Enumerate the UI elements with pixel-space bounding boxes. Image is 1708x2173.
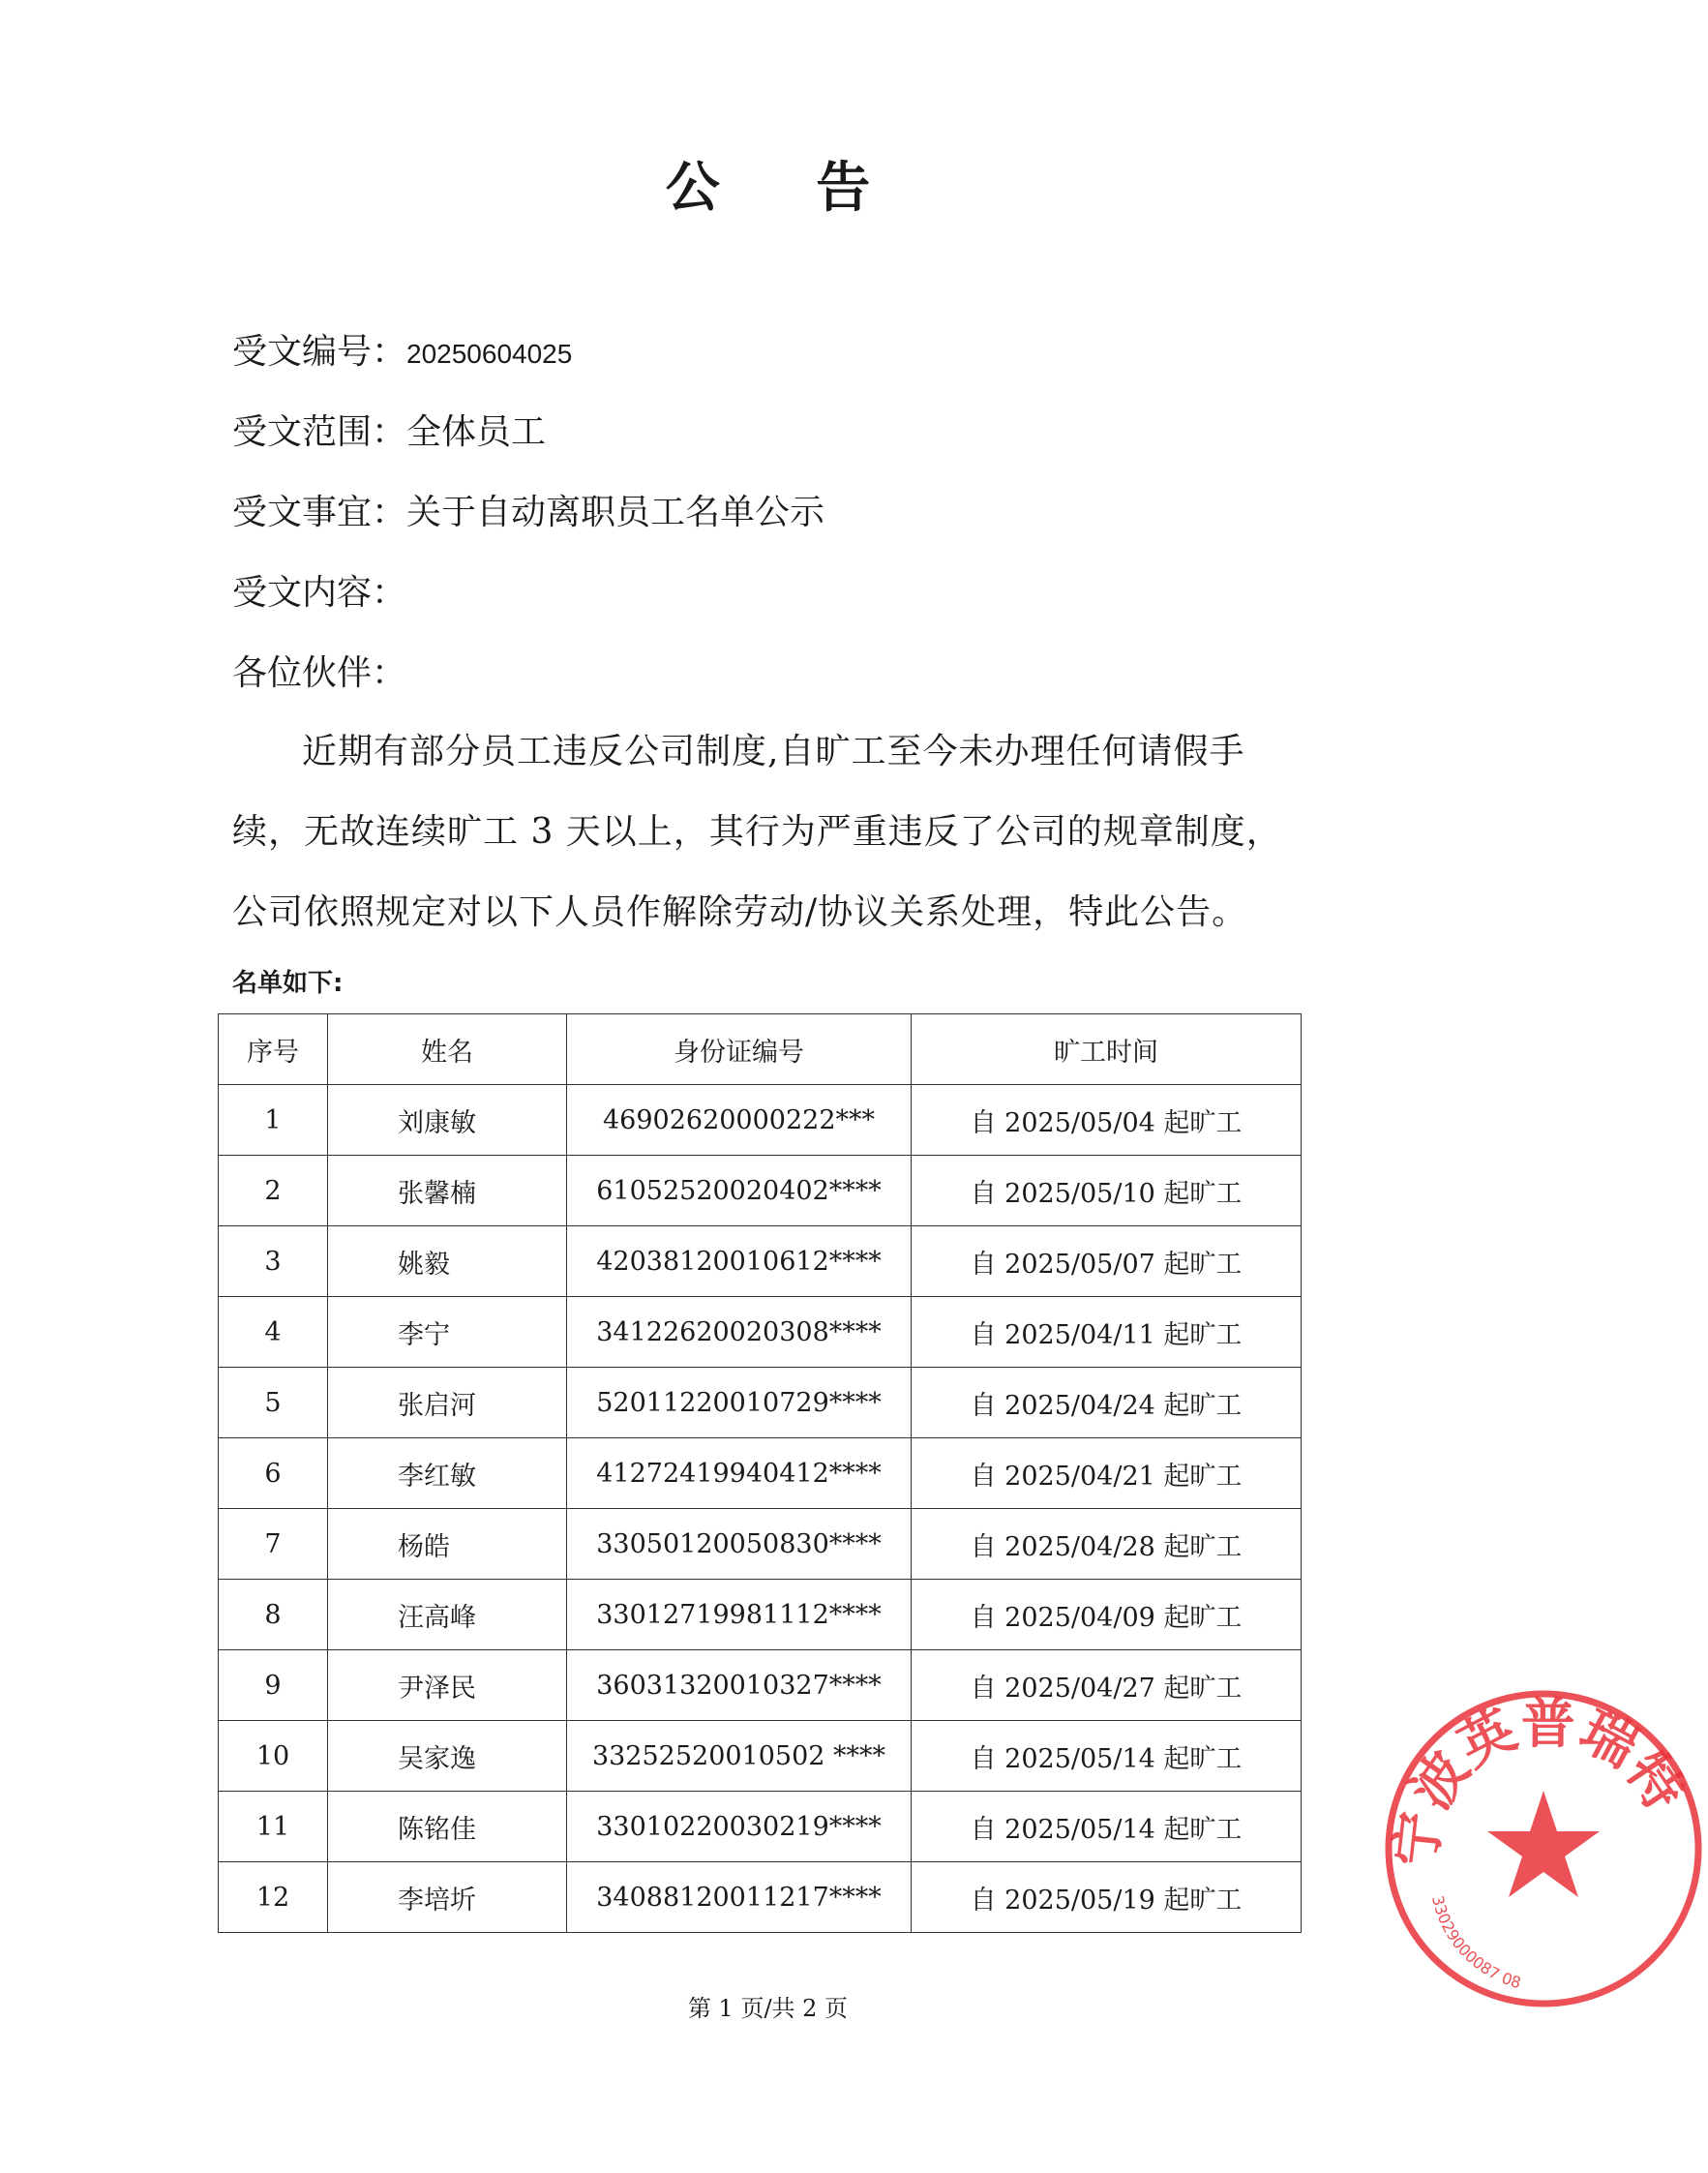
absence-date-cell: 自 2025/04/28 起旷工 bbox=[912, 1509, 1302, 1580]
absence-date-cell: 自 2025/04/27 起旷工 bbox=[912, 1650, 1302, 1721]
absence-date-cell: 自 2025/05/14 起旷工 bbox=[912, 1792, 1302, 1862]
doc-number-value: 20250604025 bbox=[406, 339, 573, 369]
employee-name-cell: 刘康敏 bbox=[328, 1085, 567, 1156]
table-body bbox=[219, 1085, 1302, 1933]
id-number-cell: 33012719981112**** bbox=[567, 1580, 912, 1650]
employee-name-cell: 李宁 bbox=[328, 1297, 567, 1368]
page-footer: 第 1 页/共 2 页 bbox=[687, 1995, 849, 2022]
absence-date-cell: 自 2025/04/24 起旷工 bbox=[912, 1368, 1302, 1438]
id-number-cell: 42038120010612**** bbox=[567, 1226, 912, 1297]
table-header-row bbox=[219, 1014, 1302, 1085]
table-row bbox=[219, 1085, 1302, 1156]
page-title: 公 告 bbox=[665, 157, 910, 220]
absence-date-cell: 自 2025/04/21 起旷工 bbox=[912, 1438, 1302, 1509]
svg-text:33029000087 08 bbox=[1428, 1894, 1523, 1993]
row-index-cell: 4 bbox=[219, 1297, 328, 1368]
seal-name-text: 宁波英普瑞特 bbox=[1383, 1691, 1697, 1870]
id-number-cell: 52011220010729**** bbox=[567, 1368, 912, 1438]
employee-name-cell: 李红敏 bbox=[328, 1438, 567, 1509]
absence-date-cell: 自 2025/05/04 起旷工 bbox=[912, 1085, 1302, 1156]
table-row bbox=[219, 1156, 1302, 1226]
row-index-cell: 5 bbox=[219, 1368, 328, 1438]
doc-subject-line bbox=[232, 485, 824, 534]
row-index-cell: 2 bbox=[219, 1156, 328, 1226]
doc-scope-label: 受文范围： bbox=[232, 412, 407, 452]
body-paragraph: 近期有部分员工违反公司制度,自旷工至今未办理任何请假手续，无故连续旷工 3 天以上，其行为严重违反了公司的规章制度，公司依照规定对以下人员作解除劳动/协议关系处理，特此公告。 bbox=[232, 732, 1282, 932]
header-id-number: 身份证编号 bbox=[567, 1014, 912, 1085]
row-index-cell: 8 bbox=[219, 1580, 328, 1650]
seal-number-text: 33029000087 08 bbox=[1427, 1893, 1523, 1993]
table-row bbox=[219, 1438, 1302, 1509]
seal-star-icon bbox=[1487, 1791, 1600, 1897]
row-index-cell: 1 bbox=[219, 1085, 328, 1156]
greeting: 各位伙伴： bbox=[232, 653, 407, 693]
employee-name-cell: 李培圻 bbox=[328, 1862, 567, 1933]
doc-number-line bbox=[232, 324, 572, 374]
id-number-cell: 34088120011217**** bbox=[567, 1862, 912, 1933]
table-row bbox=[219, 1368, 1302, 1438]
absence-date-cell: 自 2025/05/14 起旷工 bbox=[912, 1721, 1302, 1792]
table-row bbox=[219, 1650, 1302, 1721]
id-number-cell: 33252520010502 **** bbox=[567, 1721, 912, 1792]
id-number-cell: 33010220030219**** bbox=[567, 1792, 912, 1862]
id-number-cell: 46902620000222*** bbox=[567, 1085, 912, 1156]
id-number-cell: 41272419940412**** bbox=[567, 1438, 912, 1509]
doc-subject-label: 受文事宜： bbox=[232, 493, 407, 532]
absence-date-cell: 自 2025/04/09 起旷工 bbox=[912, 1580, 1302, 1650]
employee-name-cell: 杨皓 bbox=[328, 1509, 567, 1580]
employee-name-cell: 吴家逸 bbox=[328, 1721, 567, 1792]
id-number-cell: 33050120050830**** bbox=[567, 1509, 912, 1580]
employee-name-cell: 张启河 bbox=[328, 1368, 567, 1438]
doc-content-label: 受文内容： bbox=[232, 573, 407, 613]
id-number-cell: 34122620020308**** bbox=[567, 1297, 912, 1368]
row-index-cell: 3 bbox=[219, 1226, 328, 1297]
employee-name-cell: 汪高峰 bbox=[328, 1580, 567, 1650]
id-number-cell: 36031320010327**** bbox=[567, 1650, 912, 1721]
table-row bbox=[219, 1580, 1302, 1650]
employee-name-cell: 张馨楠 bbox=[328, 1156, 567, 1226]
absence-date-cell: 自 2025/05/07 起旷工 bbox=[912, 1226, 1302, 1297]
header-absence-date: 旷工时间 bbox=[912, 1014, 1302, 1085]
doc-subject-value: 关于自动离职员工名单公示 bbox=[406, 493, 825, 532]
table-row bbox=[219, 1721, 1302, 1792]
row-index-cell: 12 bbox=[219, 1862, 328, 1933]
table-row bbox=[219, 1226, 1302, 1297]
company-seal-stamp bbox=[1379, 1684, 1708, 2013]
employee-name-cell: 姚毅 bbox=[328, 1226, 567, 1297]
table-row bbox=[219, 1509, 1302, 1580]
header-name: 姓名 bbox=[328, 1014, 567, 1085]
row-index-cell: 6 bbox=[219, 1438, 328, 1509]
employee-name-cell: 尹泽民 bbox=[328, 1650, 567, 1721]
row-index-cell: 10 bbox=[219, 1721, 328, 1792]
header-index: 序号 bbox=[219, 1014, 328, 1085]
absence-date-cell: 自 2025/04/11 起旷工 bbox=[912, 1297, 1302, 1368]
table-row bbox=[219, 1792, 1302, 1862]
row-index-cell: 11 bbox=[219, 1792, 328, 1862]
row-index-cell: 9 bbox=[219, 1650, 328, 1721]
doc-scope-line bbox=[232, 405, 546, 454]
table-row bbox=[219, 1297, 1302, 1368]
absence-date-cell: 自 2025/05/19 起旷工 bbox=[912, 1862, 1302, 1933]
employee-table bbox=[218, 1013, 1302, 1933]
table-row bbox=[219, 1862, 1302, 1933]
employee-name-cell: 陈铭佳 bbox=[328, 1792, 567, 1862]
list-label: 名单如下: bbox=[232, 969, 344, 998]
doc-number-label: 受文编号： bbox=[232, 332, 407, 372]
id-number-cell: 61052520020402**** bbox=[567, 1156, 912, 1226]
doc-scope-value: 全体员工 bbox=[406, 412, 547, 452]
row-index-cell: 7 bbox=[219, 1509, 328, 1580]
absence-date-cell: 自 2025/05/10 起旷工 bbox=[912, 1156, 1302, 1226]
doc-content-line bbox=[232, 565, 406, 615]
